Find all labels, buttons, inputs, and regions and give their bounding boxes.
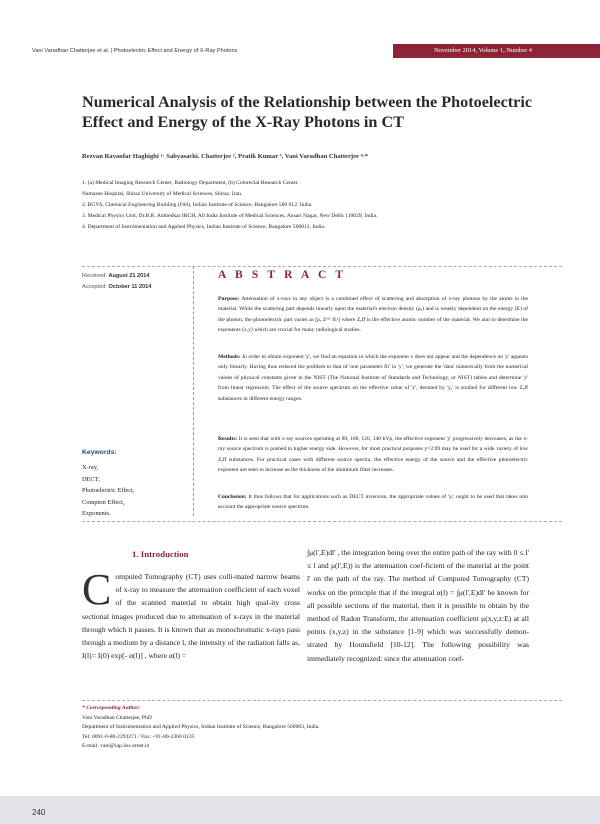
affiliation-line: 2. BGVS, Chemical Engineering Building (Old), Indian Institute of Science, Bangalore 560 012. India. [82,202,313,208]
abstract-purpose [218,294,528,336]
purpose-text: Attenuation of x-rays in any object is a combined effect of scattering and absorption of x-ray photons by the atoms in the material. While the scattering part depends linearly upon the material's electron density (ρₑ) and is weakly dependent on the energy (E) of the photon, the photoelectric part varies as [ρₑ Zᵉᶠᶠ /Eʸ] where Zₑff is the effective atomic number of the material. We aim to determine the exponents (x,y) which are crucial for many radiological studies. [218,296,529,334]
corresponding-tel: Tel: 0091-0-80-2293271 / Fax: +91-80-2360 0135 [82,733,195,740]
intro-right-text: ∫μ(l',E)dl' , the integration being over the entire path of the ray with 0 ≤ l' ≤ l and μ(l',E)) is the attenuation coef-ficient of the material at the point l' on the path of the ray. The method of Computed Tomography (CT) works on the principle that if the integral α(l) = ∫μ(l',E)dl' be known for all possible sections of the material, then it is possible to obtain by the method of Radon Transform, the attenuation coefficient μ(x,y,z:E) at all points (x,y,z) in the substance [1-9] which was successfully demon-strated by Hounsfield [10-12]. The following possibility was immediately recognized: since the attenuation coef- [307,548,529,663]
divider [82,521,562,522]
column-divider [193,266,194,516]
keyword-item: X-ray, [82,464,99,471]
article-title: Numerical Analysis of the Relationship between the Photoelectric Effect and Energy of the X-Ray Photons in CT [82,93,533,131]
corresponding-email: E-mail: vani@iap.iisc.ernet.in [82,743,150,749]
keywords-heading: Keywords: [82,449,117,456]
keyword-item: Exponents. [82,510,111,517]
abstract-results [218,434,528,476]
keyword-item: Compton Effect, [82,498,125,506]
abstract-heading: A B S T R A C T [218,269,347,281]
methods-text: In order to obtain exponent 'y', we find an equation in which the exponent x does not appear and the dependence on 'y' appears only linearly. Having thus reduced the problem to that of 'one parameter fit' in 'y', we generate the 'data' numerically from the numerical values of physical constants given in the NIST (The National Institute of Standards and Technology, or NIST) tables and determine 'y' from linear regression. The effect of the source spectrum on the effective value of 'y', denoted by 'yₑ' is studied for different low Zₑff substances in different energy ranges. [218,354,528,402]
methods-label: Methods: [218,354,241,360]
intro-left-column [82,565,300,662]
conclusion-label: Conclusion: [218,494,247,500]
results-label: Results: [218,436,238,442]
affiliation-line: 1. (a) Medical Imaging Research Center, Radiology Department, (b) Colorectal Research Center. [82,180,299,186]
intro-right-column [307,546,529,665]
running-header-right: November 2014, Volume 1, Number 4 [393,44,600,58]
affiliation-line: 4. Department of Instrumentation and Applied Physics, Indian Institute of Science, Bangalore 560012, India. [82,224,326,230]
divider [82,266,562,267]
accepted-date: October 11 2014 [108,284,152,290]
keyword-item: DECT, [82,475,100,483]
received-date: August 21 2014 [108,273,150,279]
drop-cap: C [82,565,112,614]
keyword-item: Photoelectric Effect, [82,487,135,494]
purpose-label: Purpose: [218,296,240,302]
intro-left-text: omputed Tomography (CT) uses colli-mated narrow beams of x-ray to measure the attenuation coefficient of each voxel of the scanned material to obtain high qual-ity cross sectional images produced due to attenuation of x-rays in the material through which it passes. It is known that as monochromatic x-rays pass through a medium by a distance l, the intensity of the radiation falls as, I(l)= I(0) exp[- α(l)] , where α(l) = [82,572,300,661]
results-text: It is seen that with x-ray sources operating at 80, 100, 120, 140 kVp, the effective exponent 'y' progressively decreases, as the x-ray source spectrum is pushed to higher energy side. However, for most practical purposes y=2.99 may be used for a wide variety of low Zₑff substances. For practical cases with different source spectra, the effective energy of the source and the effective photoelectric exponent are seen to increase as the thickness of the aluminum filter increases. [218,436,528,474]
accepted-label: Accepted: [82,284,107,290]
running-header [0,44,600,58]
corresponding-name: Vani Varadhan Chatterjee, PhD [82,714,152,721]
abstract-conclusion [218,492,528,513]
page-number: 240 [32,808,46,817]
running-header-left: Vani Varadhan Chatterjee et al. | Photoelectric Effect and Energy of X-Ray Photons [0,44,393,58]
page-footer [0,796,600,824]
affiliations [82,178,562,233]
corresponding-heading: * Corresponding Author: [82,705,141,711]
section-heading: 1. Introduction [132,549,189,559]
corresponding-author [82,704,562,752]
article-dates [82,271,151,293]
received-label: Received: [82,273,107,279]
footnote-rule [82,700,562,701]
conclusion-text: It thus follows that for applications such as DECT inversion, the appropriate values of 'yₑ' ought to be used that takes into account the appropriate source spectrum. [218,494,529,511]
abstract-methods [218,352,528,404]
keywords-list [82,462,134,520]
corresponding-address: Department of Instrumentation and Applied Physics, Indian Institute of Science, Bangalore 560003, India. [82,724,320,730]
author-list: Rezvan Ravanfar Haghighi ¹· Sabyasachi. Chatterjee ², Pratik Kumar ³, Vani Varadhan Chatterjee ⁴·* [82,153,369,160]
affiliation-line: Namazee Hospital, Shiraz University of Medical Sciences, Shiraz, Iran. [82,191,243,197]
affiliation-line: 3. Medical Physics Unit, Dr.B.R. Ambedkar IRCH, All India Institute of Medical Sciences, Ansari Nagar, New Delhi 110029, India. [82,213,378,219]
